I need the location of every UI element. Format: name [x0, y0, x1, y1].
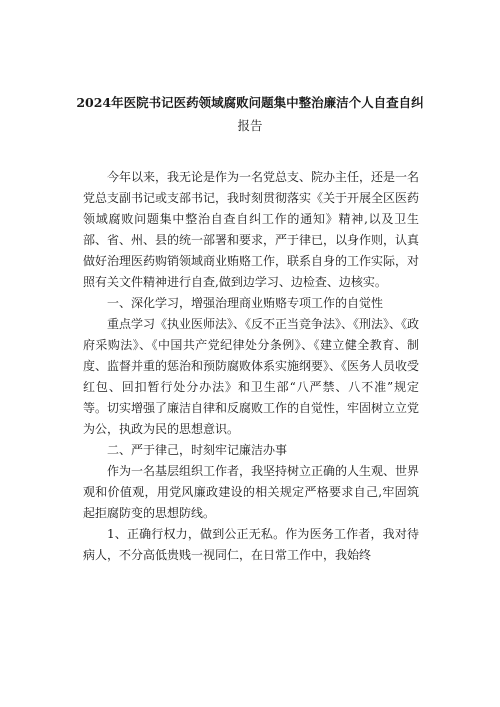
discipline-paragraph: 作为一名基层组织工作者，我坚持树立正确的人生观、世界观和价值观，用党风廉政建设的相关规定严格要求自己,牢固筑起拒腐防变的思想防线。	[83, 464, 420, 520]
document-title-continuation: 报告	[237, 118, 263, 133]
intro-paragraph: 今年以来，我无论是作为一名党总支、院办主任，还是一名党总支副书记或支部书记，我时刻贯彻落实《关于开展全区医药领域腐败问题集中整治自查自纠工作的通知》精神,以及卫生部、省、州、县的统一部署和要求，严于律已，以身作则，认真做好治理医药购销领域商业贿赂工作，联系自身的工作实际，对照有关文件精神进行自查,做到边学习、边检查、边核实。	[83, 170, 420, 289]
study-paragraph: 重点学习《执业医师法》、《反不正当竞争法》、《刑法》、《政府采购法》、《中国共产党纪律处分条例》、《建立健全教育、制度、监督并重的惩治和预防腐败体系实施纲要》、《医务人员收受红包、回扣暂行处分办法》和卫生部“八严禁、八不准”规定等。切实增强了廉洁自律和反腐败工作的自觉性，牢固树立立党为公，执政为民的思想意识。	[83, 317, 420, 436]
document-title: 2024年医院书记医药领域腐败问题集中整治廉洁个人自查自纠	[76, 95, 424, 110]
section-heading-2: 二、严于律己，时刻牢记廉洁办事	[107, 443, 288, 457]
power-paragraph: 1、正确行权力，做到公正无私。作为医务工作者，我对待病人，不分高低贵贱一视同仁，在日常工作中，我始终	[83, 527, 419, 562]
document-body	[83, 167, 419, 566]
section-heading-1: 一、深化学习，增强治理商业贿赂专项工作的自觉性	[107, 296, 384, 310]
